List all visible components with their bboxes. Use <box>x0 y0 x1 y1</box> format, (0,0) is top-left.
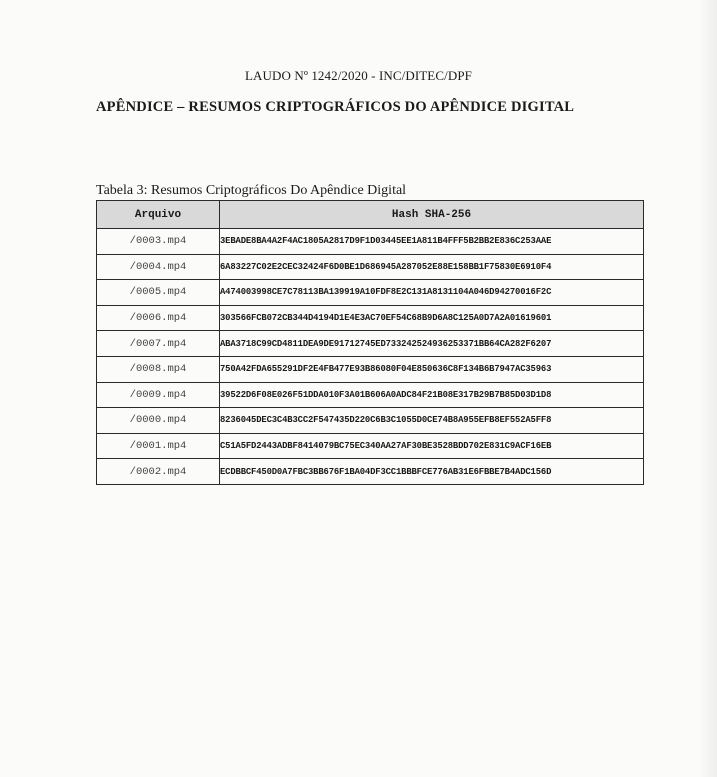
table-row <box>97 229 644 255</box>
hash-value-cell: ABA3718C99CD4811DEA9DE91712745ED733242524936253371BB64CA282F6207 <box>220 331 644 357</box>
file-name-cell: /0007.mp4 <box>97 331 220 357</box>
table-row <box>97 382 644 408</box>
table-row <box>97 433 644 459</box>
page-edge-shadow <box>699 0 717 777</box>
file-name-cell: /0002.mp4 <box>97 459 220 485</box>
section-title: APÊNDICE – RESUMOS CRIPTOGRÁFICOS DO APÊNDICE DIGITAL <box>96 99 575 115</box>
table-row <box>97 305 644 331</box>
hash-value-cell: 6A83227C02E2CEC32424F6D0BE1D686945A287052E88E158BB1F75830E6910F4 <box>220 254 644 280</box>
file-name-cell: /0001.mp4 <box>97 433 220 459</box>
table-header-row <box>97 201 644 229</box>
file-name-cell: /0008.mp4 <box>97 356 220 382</box>
hash-table <box>96 200 644 485</box>
file-name-cell: /0009.mp4 <box>97 382 220 408</box>
report-header: LAUDO Nº 1242/2020 - INC/DITEC/DPF <box>245 68 472 83</box>
hash-value-cell: 3EBADE8BA4A2F4AC1805A2817D9F1D03445EE1A811B4FFF5B2BB2E836C253AAE <box>220 229 644 255</box>
file-name-cell: /0000.mp4 <box>97 408 220 434</box>
hash-value-cell: C51A5FD2443ADBF8414079BC75EC340AA27AF30BE3528BDD702E831C9ACF16EB <box>220 433 644 459</box>
hash-value-cell: 750A42FDA655291DF2E4FB477E93B86080F04E850636C8F134B6B7947AC35963 <box>220 356 644 382</box>
hash-value-cell: 8236045DEC3C4B3CC2F547435D220C6B3C1055D0CE74B8A955EFB8EF552A5FF8 <box>220 408 644 434</box>
table-row <box>97 459 644 485</box>
table-row <box>97 331 644 357</box>
table-row <box>97 408 644 434</box>
file-name-cell: /0005.mp4 <box>97 280 220 306</box>
hash-value-cell: A474003998CE7C78113BA139919A10FDF8E2C131A8131104A046D94270016F2C <box>220 280 644 306</box>
file-name-cell: /0006.mp4 <box>97 305 220 331</box>
table-row <box>97 254 644 280</box>
column-header-file: Arquivo <box>97 201 220 229</box>
file-name-cell: /0004.mp4 <box>97 254 220 280</box>
file-name-cell: /0003.mp4 <box>97 229 220 255</box>
table-row <box>97 356 644 382</box>
table-caption: Tabela 3: Resumos Criptográficos Do Apêndice Digital <box>96 183 407 198</box>
hash-value-cell: 39522D6F08E026F51DDA010F3A01B606A0ADC84F21B08E317B29B7B85D03D1D8 <box>220 382 644 408</box>
hash-value-cell: ECDBBCF450D0A7FBC3BB676F1BA04DF3CC1BBBFCE776AB31E6FBBE7B4ADC156D <box>220 459 644 485</box>
hash-value-cell: 303566FCB072CB344D4194D1E4E3AC70EF54C68B9D6A8C125A0D7A2A01619601 <box>220 305 644 331</box>
column-header-hash: Hash SHA-256 <box>220 201 644 229</box>
table-row <box>97 280 644 306</box>
